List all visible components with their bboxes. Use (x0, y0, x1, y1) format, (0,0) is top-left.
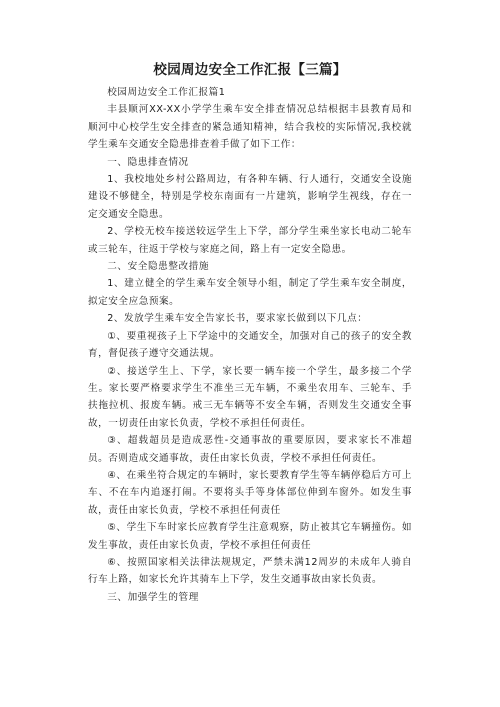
document-title: 校园周边安全工作汇报【三篇】 (153, 62, 347, 78)
section-heading-1: 一、隐患排查情况 (107, 156, 189, 168)
section-heading-3: 三、加强学生的管理 (107, 591, 199, 603)
paragraph-item-1-1: 1、我校地处乡村公路周边，有各种车辆、行人通行，交通安全设施建设不够健全，特别是学校东南面有一片建筑，影响学生视线，存在一定交通安全隐患。 (88, 174, 412, 220)
paragraph-item-2-2: 2、发放学生乘车安全告家长书，要求家长做到以下几点： (107, 313, 368, 325)
paragraph-sub-item-6: ⑥、按照国家相关法律法规规定，严禁未满12周岁的未成年人骑自行车上路，如家长允许其骑车上下学，发生交通事故由家长负责。 (88, 556, 412, 586)
intro-paragraph: 丰县顺河XX-XX小学学生乘车安全排查情况总结根据丰县教育局和顺河中心校学生安全排查的紧急通知精神，结合我校的实际情况,我校就学生乘车交通安全隐患排查着手做了如下工作： (88, 104, 412, 151)
paragraph-sub-item-2: ②、接送学生上、下学，家长要一辆车接一个学生，最多接二个学生。家长要严格要求学生不准坐三无车辆，不乘坐农用车、三轮车、手扶拖拉机、报废车辆。戒三无车辆等不安全车辆，否则发生交通安全事故，一切责任由家长负责，学校不承担任何责任。 (88, 365, 412, 429)
paragraph-sub-item-3: ③、超载超员是造成恶性-交通事故的重要原因，要求家长不准超员。否则造成交通事故，责任由家长负责，学校不承担任何责任。 (88, 435, 412, 464)
paragraph-item-1-2: 2、学校无校车接送较远学生上下学，部分学生乘坐家长电动二轮车或三轮车，往返于学校与家庭之间，路上有一定安全隐患。 (88, 226, 412, 255)
paragraph-item-2-1: 1、建立健全的学生乘车安全领导小组，制定了学生乘车安全制度，拟定安全应急预案。 (88, 278, 412, 307)
paragraph-sub-item-1: ①、要重视孩子上下学途中的交通安全，加强对自己的孩子的安全教育，督促孩子遵守交通法规。 (88, 330, 412, 360)
document-body (88, 84, 412, 606)
paragraph-sub-item-5: ⑤、学生下车时家长应教育学生注意观察，防止被其它车辆撞伤。如发生事故，责任由家长负责，学校不承担任何责任 (88, 522, 412, 551)
paragraph-sub-item-4: ④、在乘坐符合规定的车辆时，家长要教育学生等车辆停稳后方可上车、不在车内追逐打闹。不要将头手等身体部位伸到车窗外。如发生事故，责任由家长负责，学校不承担任何责任 (88, 469, 412, 516)
article-subtitle: 校园周边安全工作汇报篇1 (107, 87, 226, 98)
section-heading-2: 二、安全隐患整改措施 (107, 261, 210, 273)
